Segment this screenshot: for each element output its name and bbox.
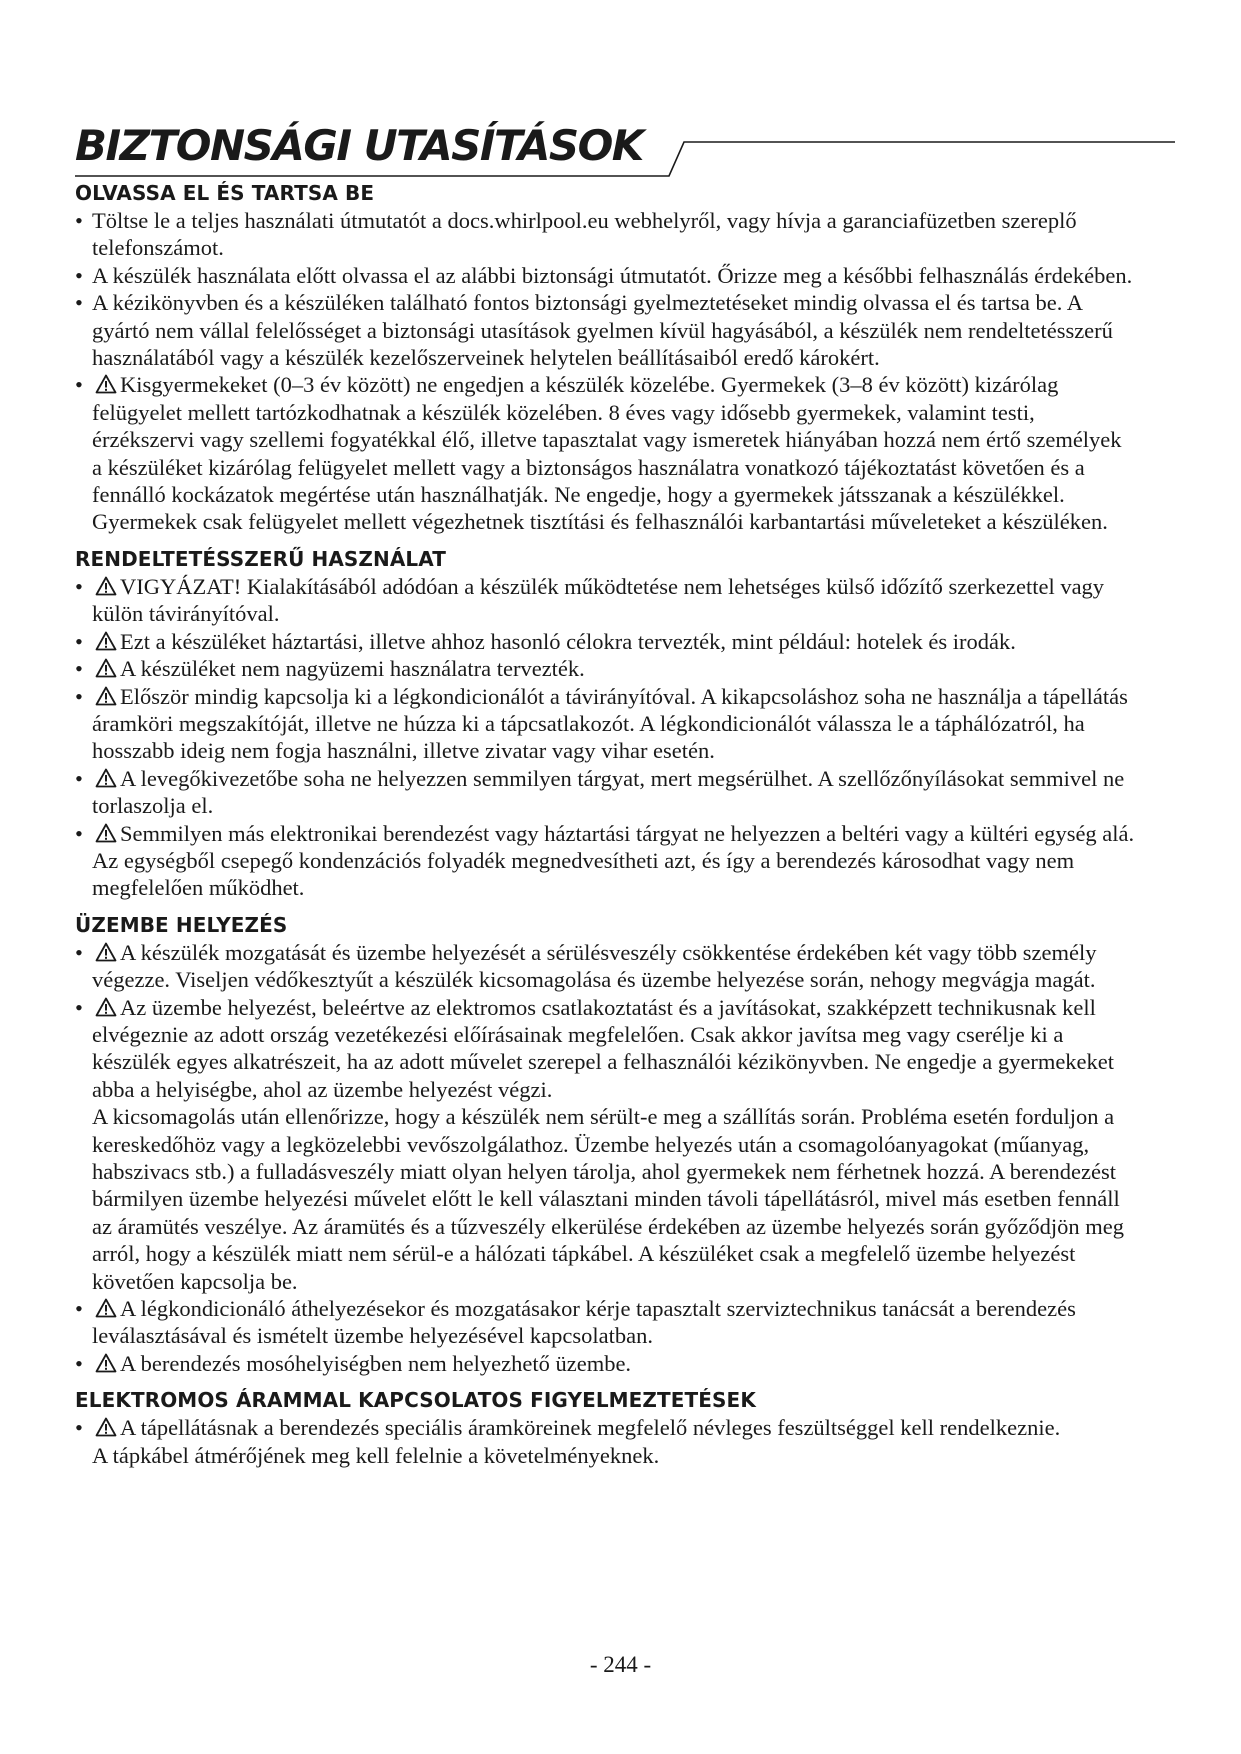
bullet-marker: • (75, 939, 83, 965)
instruction-text: A készülék mozgatását és üzembe helyezését a sérülésveszély csökkentése érdekében két vagy több személy végezze. Viseljen védőkesztyűt a készülék kicsomagolása és üzembe helyezése során, nehogy megvágja magát. (92, 939, 1097, 993)
bullet-marker: • (75, 994, 83, 1020)
section-heading: OLVASSA EL ÉS TARTSA BE (75, 181, 375, 205)
instruction-list (75, 573, 1135, 902)
instruction-text-continued: A kicsomagolás után ellenőrizze, hogy a készülék nem sérült-e meg a szállítás során. Probléma esetén forduljon a kereskedőhöz vagy a legközelebbi vevőszolgálathoz. Üzembe helyezés után a csomagolóanyagokat (műanyag, habszivacs stb.) a fulladásveszély miatt olyan helyen tárolja, ahol gyermekek nem férhetnek hozzá. A berendezést bármilyen üzembe helyezési művelet előtt le kell választani minden távoli tápellátásról, mivel más esetben fennáll az áramütés veszélye. Az áramütés és a tűzveszély elkerülése érdekében az üzembe helyezés során győződjön meg arról, hogy a készülék miatt nem sérül-e a hálózati tápkábel. A készüléket csak a megfelelő üzembe helyezést követően kapcsolja be. (92, 1104, 1125, 1294)
instruction-text: Ezt a készüléket háztartási, illetve ahhoz hasonló célokra tervezték, mint például: hotelek és irodák. (120, 628, 1016, 654)
bullet-marker: • (75, 628, 83, 654)
instruction-item (75, 262, 1135, 289)
bullet-marker: • (75, 765, 83, 791)
instruction-text: A levegőkivezetőbe soha ne helyezzen semmilyen tárgyat, mert megsérülhet. A szellőzőnyílásokat semmivel ne torlaszolja el. (92, 765, 1125, 819)
warning-triangle-icon (95, 1417, 117, 1437)
page-number: - 244 - (589, 1652, 652, 1677)
page-title: BIZTONSÁGI UTASÍTÁSOK (75, 121, 643, 170)
section (75, 180, 1135, 536)
instruction-item (75, 683, 1135, 765)
instruction-item (75, 289, 1135, 371)
safety-instructions-content (75, 180, 1135, 1469)
bullet-marker: • (75, 208, 83, 233)
warning-triangle-icon (95, 1298, 117, 1318)
bullet-marker: • (75, 1415, 83, 1441)
warning-triangle-icon (95, 631, 117, 651)
instruction-text: VIGYÁZAT! Kialakításából adódóan a készülék működtetése nem lehetséges külső időzítő szerkezettel vagy külön távirányítóval. (92, 573, 1105, 627)
instruction-item (75, 1414, 1135, 1469)
instruction-item (75, 1295, 1135, 1350)
bullet-marker: • (75, 573, 83, 599)
warning-triangle-icon (95, 658, 117, 678)
section (75, 546, 1135, 902)
instruction-text: A készüléket nem nagyüzemi használatra tervezték. (120, 656, 585, 682)
instruction-item (75, 207, 1135, 262)
bullet-marker: • (75, 372, 83, 398)
warning-triangle-icon (95, 686, 117, 706)
section (75, 912, 1135, 1378)
instruction-text: A légkondicionáló áthelyezésekor és mozgatásakor kérje tapasztalt szerviztechnikus tanácsát a berendezés leválasztásával és ismételt üzembe helyezésével kapcsolatban. (92, 1296, 1076, 1349)
instruction-list (75, 1414, 1135, 1469)
title-block (75, 118, 1175, 188)
instruction-list (75, 207, 1135, 536)
instruction-text-continued: A tápkábel átmérőjének meg kell felelnie a követelményeknek. (92, 1442, 660, 1468)
warning-triangle-icon (95, 942, 117, 962)
warning-triangle-icon (95, 823, 117, 843)
warning-triangle-icon (95, 1353, 117, 1373)
bullet-marker: • (75, 1350, 83, 1376)
bullet-marker: • (75, 262, 83, 288)
section-heading: RENDELTETÉSSZERŰ HASZNÁLAT (75, 546, 447, 571)
instruction-text: A kézikönyvben és a készüléken található fontos biztonsági gyelmeztetéseket mindig olvassa el és tartsa be. A gyártó nem vállal felelősséget a biztonsági utasítások gyelmen kívül hagyásából, a készülék nem rendeltetésszerű használatából vagy a készülék kezelőszerveinek helytelen beállításaiból eredő károkért. (92, 290, 1113, 371)
warning-triangle-icon (95, 576, 117, 596)
instruction-item (75, 820, 1135, 902)
instruction-text: A készülék használata előtt olvassa el az alábbi biztonsági útmutatót. Őrizze meg a későbbi felhasználás érdekében. (92, 262, 1133, 288)
section-heading: ÜZEMBE HELYEZÉS (75, 912, 288, 937)
instruction-item (75, 371, 1135, 535)
bullet-marker: • (75, 656, 83, 682)
instruction-text: Kisgyermekeket (0–3 év között) ne engedjen a készülék közelébe. Gyermekek (3–8 év között) kizárólag felügyelet mellett tartózkodhatnak a készülék közelében. 8 éves vagy idősebb gyermekek, valamint testi, érzékszervi vagy szellemi fogyatékkal élő, illetve tapasztalat vagy ismeretek hiányában hozzá nem értő személyek a készüléket kizárólag felügyelet mellett vagy a biztonságos használatra vonatkozó tájékoztatást követően és a fennálló kockázatok megértése után használhatják. Ne engedje, hogy a gyermekek játsszanak a készülékkel. Gyermekek csak felügyelet mellett végezhetnek tisztítási és felhasználói karbantartási műveleteket a készüléken. (92, 372, 1122, 535)
bullet-marker: • (75, 820, 83, 846)
instruction-item (75, 1350, 1135, 1377)
bullet-marker: • (75, 290, 83, 316)
instruction-text: Semmilyen más elektronikai berendezést vagy háztartási tárgyat ne helyezzen a beltéri vagy a kültéri egység alá. Az egységből csepegő kondenzációs folyadék megnedvesítheti azt, és így a berendezés károsodhat vagy nem megfelelően működhet. (92, 820, 1135, 901)
instruction-item (75, 628, 1135, 655)
instruction-item (75, 573, 1135, 628)
instruction-text: A tápellátásnak a berendezés speciális áramköreinek megfelelő névleges feszültséggel kell rendelkeznie. (120, 1415, 1061, 1441)
instruction-text: Töltse le a teljes használati útmutatót a docs.whirlpool.eu webhelyről, vagy hívja a garanciafüzetben szereplő telefonszámot. (92, 208, 1077, 261)
instruction-text: A berendezés mosóhelyiségben nem helyezhető üzembe. (120, 1350, 632, 1376)
section (75, 1387, 1135, 1469)
instruction-item (75, 939, 1135, 994)
warning-triangle-icon (95, 997, 117, 1017)
instruction-item (75, 765, 1135, 820)
instruction-list (75, 939, 1135, 1378)
instruction-text: Az üzembe helyezést, beleértve az elektromos csatlakoztatást és a javításokat, szakképzett technikusnak kell elvégeznie az adott ország vezetékezési előírásainak megfelelően. Csak akkor javítsa meg vagy cserélje ki a készülék egyes alkatrészeit, ha az adott művelet szerepel a felhasználói kézikönyvben. Ne engedje a gyermekeket abba a helyiségbe, ahol az üzembe helyezést végzi. (92, 994, 1115, 1102)
bullet-marker: • (75, 1296, 83, 1322)
instruction-item (75, 655, 1135, 682)
warning-triangle-icon (95, 374, 117, 394)
warning-triangle-icon (95, 768, 117, 788)
instruction-item (75, 994, 1135, 1295)
section-heading: ELEKTROMOS ÁRAMMAL KAPCSOLATOS FIGYELMEZTETÉSEK (75, 1388, 756, 1413)
bullet-marker: • (75, 683, 83, 709)
instruction-text: Először mindig kapcsolja ki a légkondicionálót a távirányítóval. A kikapcsoláshoz soha ne használja a tápellátás áramköri megszakítóját, illetve ne húzza ki a tápcsatlakozót. A légkondicionálót válassza le a táphálózatról, ha hosszabb ideig nem fogja használni, illetve zivatar vagy vihar esetén. (92, 683, 1128, 764)
title-underline-rule (75, 118, 1175, 188)
